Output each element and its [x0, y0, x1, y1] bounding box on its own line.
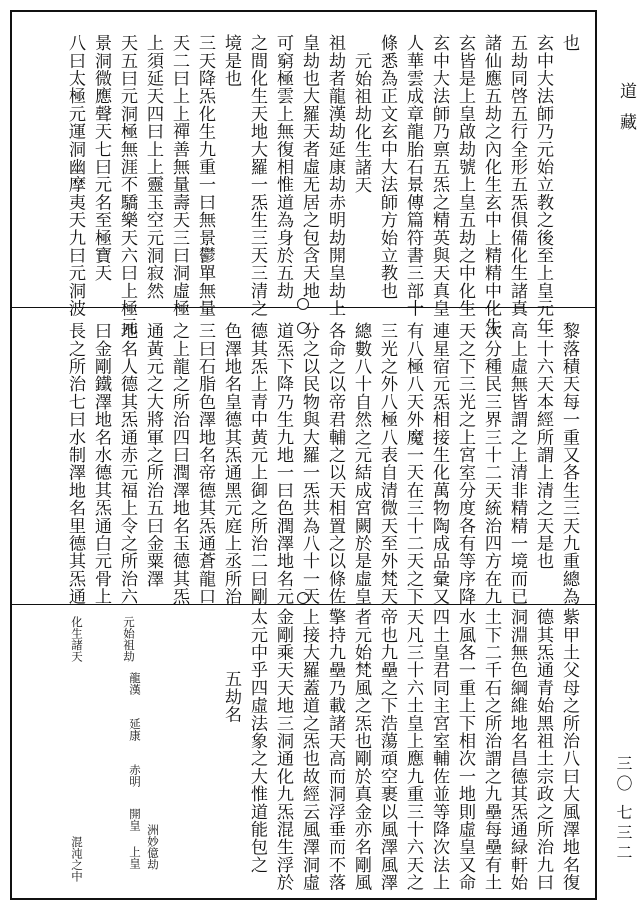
chart-note: 洲妙億劫 [146, 824, 160, 870]
text-column: 金剛乘天天地三洞通化九炁混生浮於 [273, 608, 293, 892]
text-column-heading: 元始祖劫化生諸天 [351, 52, 371, 194]
text-column: 紫甲土父母之所治八曰大風澤地名復 [559, 608, 579, 892]
upper-section [30, 34, 582, 335]
text-column: 土下二千石之所治謂之九壘每壘有土 [481, 608, 501, 892]
text-column: 有八極八天外魔一天在三十二天之下 [403, 322, 423, 606]
text-column: 境是也 [221, 34, 241, 88]
text-column: 擎持九壘乃載諸天高而洞浮垂而不落 [325, 608, 345, 892]
middle-section [30, 322, 582, 606]
text-column: 天凡三十六土皇上應九重三十六天之 [403, 608, 423, 892]
text-column: 四土皇君同主宮室輔佐並等降次法上 [429, 608, 449, 892]
text-column: 也 [559, 34, 579, 52]
chart-left-top: 化生諸天 [70, 616, 84, 662]
text-column: 天五曰元洞極無涯不驕樂天六曰上極元 [117, 34, 137, 335]
text-column: 德其炁通青始黑祖土宗政之所治九曰 [533, 608, 553, 892]
text-column: 玄中大法師乃元始立教之後至上皇元年 [533, 34, 553, 335]
text-column: 曰金剛鐵澤地名水德其炁通白元骨上 [91, 322, 111, 606]
text-column: 玄皆是上皇啟劫號上皇五劫之中化生 [455, 34, 475, 318]
text-column: 上接大羅蓋道之炁也故經云風澤洞虛 [299, 608, 319, 892]
text-column: 洞淵無色綱維地名昌德其炁通緑軒始 [507, 608, 527, 892]
chart-entry: 上皇 [128, 846, 142, 869]
text-column: 道炁下降乃生九地一曰色潤澤地名元 [273, 322, 293, 606]
text-column: 高上虛無皆謂之上清非精精一境而已 [507, 322, 527, 606]
text-column: 連星宿元炁相接生化萬物陶成品彙又 [429, 322, 449, 606]
text-column: 五劫同啓五行全形五炁俱備化生諸真 [507, 34, 527, 318]
text-column: 玄中大法師乃禀五炁之精英與天真皇 [429, 34, 449, 318]
text-column: 次分種民三界三十二天統治四方在九 [481, 322, 501, 606]
lower-section [30, 608, 582, 894]
text-column: 三曰石脂色澤地名帝德其炁通蒼龍口 [195, 322, 215, 606]
text-column: 水風各一重上下相次一地則虛皇又命 [455, 608, 475, 892]
text-column: 色澤地名皇德其炁通黑元庭上丞所治 [221, 322, 241, 606]
text-column: 德其炁上青中黃元上御之所治二曰剛 [247, 322, 267, 606]
text-column: 可窮極雲上無復相惟道為身於五劫 [273, 34, 293, 300]
text-column: 之間化生天地大羅一炁生三天三清之 [247, 34, 267, 318]
text-column: 通黃元之大將軍之所治五曰金粟澤 [143, 322, 163, 588]
text-column: 三十六天本經所謂上清之天是也 [533, 322, 553, 570]
text-column: 總數八十自然之元結成宮闕於是虛皇 [351, 322, 371, 606]
text-column: 上須延天四曰上上靈玉空元洞寂然 [143, 34, 163, 300]
text-column: 長之所治七曰水制澤地名里德其炁通 [65, 322, 85, 606]
text-column: 者元始梵風之炁也剛於真金亦名剛風 [351, 608, 371, 892]
text-column: 太元中乎四虛法象之大惟道能包之 [247, 608, 267, 874]
text-column: 三天降炁化生九重一曰無景鬱單無量 [195, 34, 215, 318]
text-column: 黎落積天每一重又各生三天九重總為 [559, 322, 579, 606]
chart-entry: 延康 [128, 718, 142, 741]
text-column: 景洞微應聲天七曰元名至極寶天 [91, 34, 111, 282]
chart-note: 混沌之中 [70, 836, 84, 882]
text-column: 條悉為正文玄中大法師方始立教也 [377, 34, 397, 300]
text-column: 地名人德其炁通赤元福上令之所治六 [117, 322, 137, 606]
text-column: 帝也九壘之下浩蕩頑空裹以風澤風澤 [377, 608, 397, 892]
text-column: 各命之以帝君輔之以天相置之以條佐 [325, 322, 345, 606]
text-column: 八曰太極元運洞幽摩夷天九曰元洞波 [65, 34, 85, 318]
text-column: 天二曰上上禪善無量壽天三曰洞虛極 [169, 34, 189, 318]
text-column: 之上龍之所治四曰潤澤地名玉德其炁 [169, 322, 189, 606]
section-heading: 五劫名 [221, 670, 241, 724]
page-number: 三〇 七三二 [614, 755, 633, 865]
chart-entry: 赤明 [128, 764, 142, 787]
chart-title: 元始祖劫 [122, 616, 136, 662]
book-title: 道藏 [616, 82, 636, 144]
text-column: 祖劫者龍漢劫延康劫赤明劫開皇劫上 [325, 34, 345, 318]
chart-entry: 開皇 [128, 808, 142, 831]
text-column: 諸仙應五劫之內化生玄中上精精中化生 [481, 34, 501, 335]
text-column: 人華雲成章龍胎石景傳篇符書三部十 [403, 34, 423, 318]
text-column: 皇劫也大羅天者虛无居之包含天地 [299, 34, 319, 300]
text-column: 天之下三光之上宮室分度各有等序降 [455, 322, 475, 606]
text-column: 三光之外八極八表自清微天至外梵天 [377, 322, 397, 606]
chart-entry: 龍漢 [128, 672, 142, 695]
text-column: 分之以民物與大羅一炁共為八十一天 [299, 322, 319, 606]
